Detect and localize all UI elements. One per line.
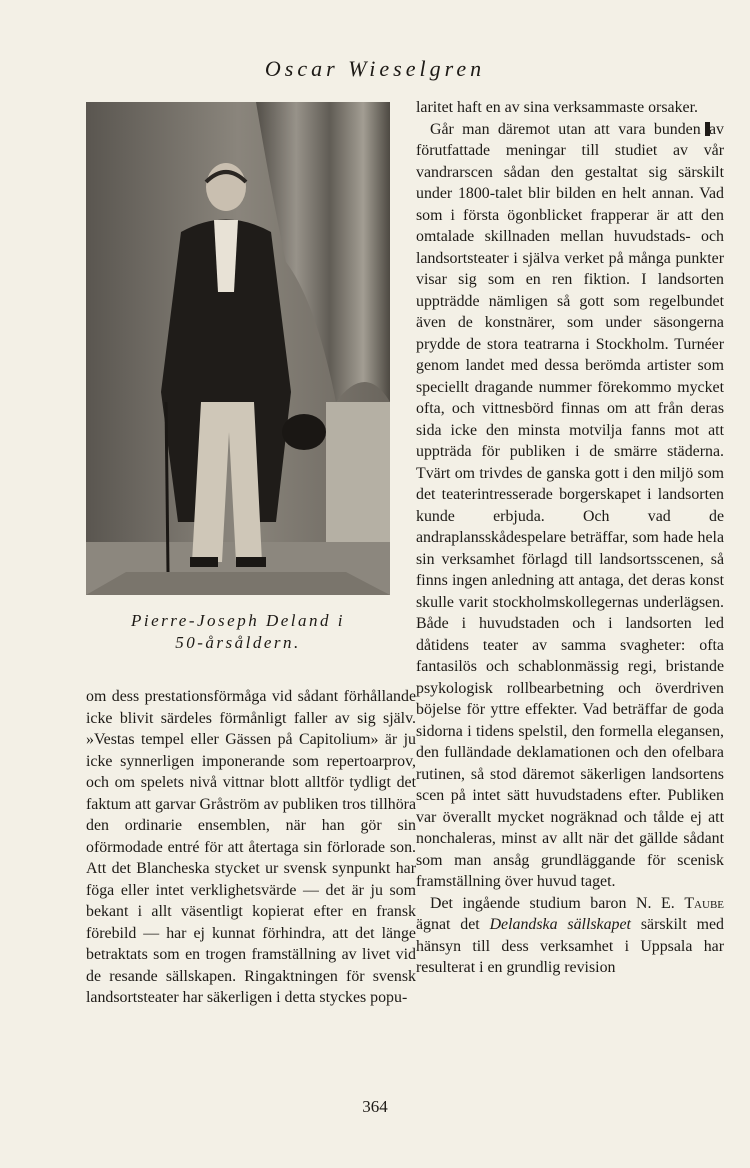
text-run: ägnat det xyxy=(416,916,490,933)
body-paragraph xyxy=(416,893,724,979)
portrait-photo xyxy=(86,102,390,595)
body-paragraph: Går man däremot utan att vara bunden av förutfattade meningar till studiet av vår vandrarscen sådan den gestaltat sig särskilt under 1800-talet blir bilden en helt annan. Vad som i första ögonblicket frapperar är att den omtalade skillnaden mellan huvudstads- och landsortsteater i själva verket på många punkter visar sig som en ren fiktion. I landsorten uppträdde nämligen så gott som regelbundet även de konstnärer, som under säsongerna prydde de stora teatrarna i Stockholm. Turnéer genom landet med dessa berömda artister som speciellt dragande nummer förekommo mycket ofta, och vittnesbörd finnas om att från deras sida icke den minsta motvilja fanns mot att uppträda för publiken i de smärre städerna. Tvärt om trivdes de ganska gott i den miljö som det teaterintresserade borgerskapet i landsorten kunde erbjuda. Och vad de andraplansskådespelare beträffar, som hade hela sin verksamhet förlagd till landsortsscenen, så finns ingen anledning att antaga, det deras konst skulle varit stockholmskollegernas underlägsen. Både i huvudstaden och i landsorten led dåtidens teater av samma svagheter: ofta fantasilös och schablonmässig regi, bristande psykologisk rollbearbetning och överdriven böjelse för yttre effekter. Vad beträffar de goda sidorna i tidens spelstil, den formella elegansen, den fulländade deklamationen och den ofelbara rutinen, så stod däremot säkerligen landsortens scen på intet sätt huvudstadens efter. Publiken var överallt mycket nogräknad och tålde ej att nonchaleras, minst av allt när det gällde sådant som man ansåg grundläggande för scenisk framställning över huvud taget. xyxy=(416,120,724,890)
body-paragraph: om dess prestationsförmåga vid sådant förhållande icke blivit särdeles förmånligt faller av sig själv. »Vestas tempel eller Gässen på Capitolium» är ju icke synnerligen imponerande som repertoarprov, och om spelets nivå vittnar blott alltför tydligt det faktum att garvar Gråström av publiken tros tillhöra den ordinarie ensemblen, när han gör sin oförmodade entré för att återtaga sin förlorade son. Att det Blancheska stycket ur svensk synpunkt har föga eller intet verklighetsvärde — det är ju som bekant i allt väsentligt kopierat efter en fransk förebild — har ej kunnat förhindra, att det länge betraktats som en trogen framställning av livet vid de resande sällskapen. Ringaktningen för svensk landsortsteater har säkerligen i detta styckes popu- xyxy=(86,688,416,1006)
body-paragraph: laritet haft en av sina verksammaste orsaker. xyxy=(416,99,698,116)
text-run: särskilt med hänsyn till dess verksamhet i Uppsala har resulterat i en grundlig revision xyxy=(416,916,724,976)
work-title: Delandska sällskapet xyxy=(489,916,631,933)
caption-line-1: Pierre-Joseph Deland i xyxy=(131,611,345,630)
text-run: Det ingående studium baron N. E. xyxy=(430,894,675,912)
right-text-column xyxy=(416,97,724,979)
caption-line-2: 50-årsåldern. xyxy=(175,633,301,652)
figure-caption xyxy=(86,610,390,654)
running-header: Oscar Wieselgren xyxy=(264,56,486,81)
page-number: 364 xyxy=(362,1097,388,1116)
author-name: Taube xyxy=(684,894,724,912)
left-text-column xyxy=(86,686,416,1009)
